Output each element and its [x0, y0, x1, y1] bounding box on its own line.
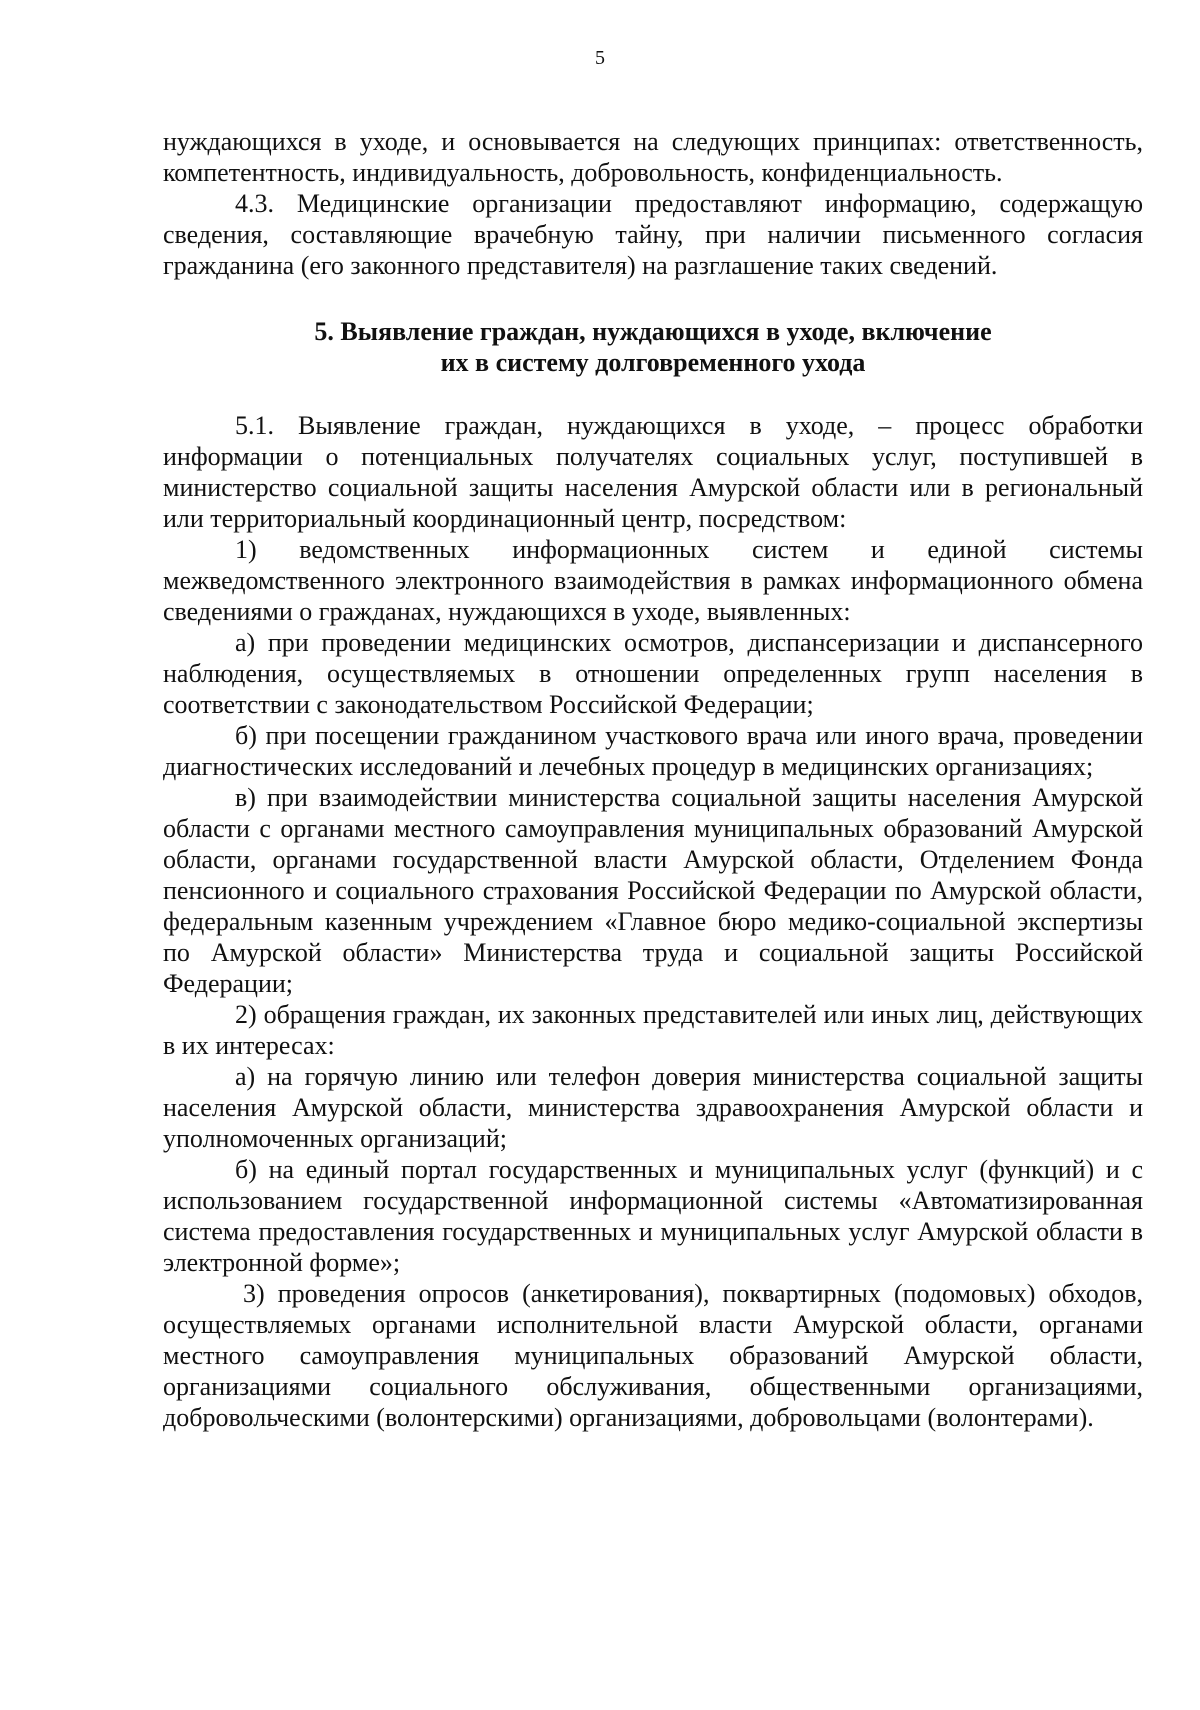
paragraph-continuation: нуждающихся в уходе, и основывается на следующих принципах: ответственность, компетентность, индивидуальность, добровольность, конфиденциальность.	[163, 127, 1143, 187]
section-heading	[163, 316, 1143, 378]
paragraph-item-3: 3) проведения опросов (анкетирования), поквартирных (подомовых) обходов, осуществляемых органами исполнительной власти Амурской области, органами местного самоуправления муниципальных образований Амурской области, организациями социального обслуживания, общественными организациями, добровольческими (волонтерскими) организациями, добровольцами (волонтерами).	[163, 1279, 1143, 1432]
paragraph-5-1: 5.1. Выявление граждан, нуждающихся в уходе, – процесс обработки информации о потенциальных получателях социальных услуг, поступившей в министерство социальной защиты населения Амурской области или в региональный или территориальный координационный центр, посредством:	[163, 411, 1143, 533]
document-body	[163, 126, 1143, 1433]
section-heading-line-1: 5. Выявление граждан, нуждающихся в уходе, включение	[314, 317, 992, 346]
page-number: 5	[595, 47, 605, 69]
paragraph-item-2b: б) на единый портал государственных и муниципальных услуг (функций) и с использованием государственной информационной системы «Автоматизированная система предоставления государственных и муниципальных услуг Амурской области в электронной форме»;	[163, 1155, 1143, 1277]
paragraph-4-3: 4.3. Медицинские организации предоставляют информацию, содержащую сведения, составляющие врачебную тайну, при наличии письменного согласия гражданина (его законного представителя) на разглашение таких сведений.	[163, 189, 1143, 280]
section-heading-line-2: их в систему долговременного ухода	[440, 348, 866, 377]
paragraph-item-1b: б) при посещении гражданином участкового врача или иного врача, проведении диагностических исследований и лечебных процедур в медицинских организациях;	[163, 721, 1143, 781]
paragraph-item-1v: в) при взаимодействии министерства социальной защиты населения Амурской области с органами местного самоуправления муниципальных образований Амурской области, органами государственной власти Амурской области, Отделением Фонда пенсионного и социального страхования Российской Федерации по Амурской области, федеральным казенным учреждением «Главное бюро медико-социальной экспертизы по Амурской области» Министерства труда и социальной защиты Российской Федерации;	[163, 783, 1143, 998]
paragraph-item-2a: а) на горячую линию или телефон доверия министерства социальной защиты населения Амурской области, министерства здравоохранения Амурской области и уполномоченных организаций;	[163, 1062, 1143, 1153]
paragraph-item-1a: а) при проведении медицинских осмотров, диспансеризации и диспансерного наблюдения, осуществляемых в отношении определенных групп населения в соответствии с законодательством Российской Федерации;	[163, 628, 1143, 719]
paragraph-item-1: 1) ведомственных информационных систем и единой системы межведомственного электронного взаимодействия в рамках информационного обмена сведениями о гражданах, нуждающихся в уходе, выявленных:	[163, 535, 1143, 626]
paragraph-item-2: 2) обращения граждан, их законных представителей или иных лиц, действующих в их интересах:	[163, 1000, 1143, 1060]
